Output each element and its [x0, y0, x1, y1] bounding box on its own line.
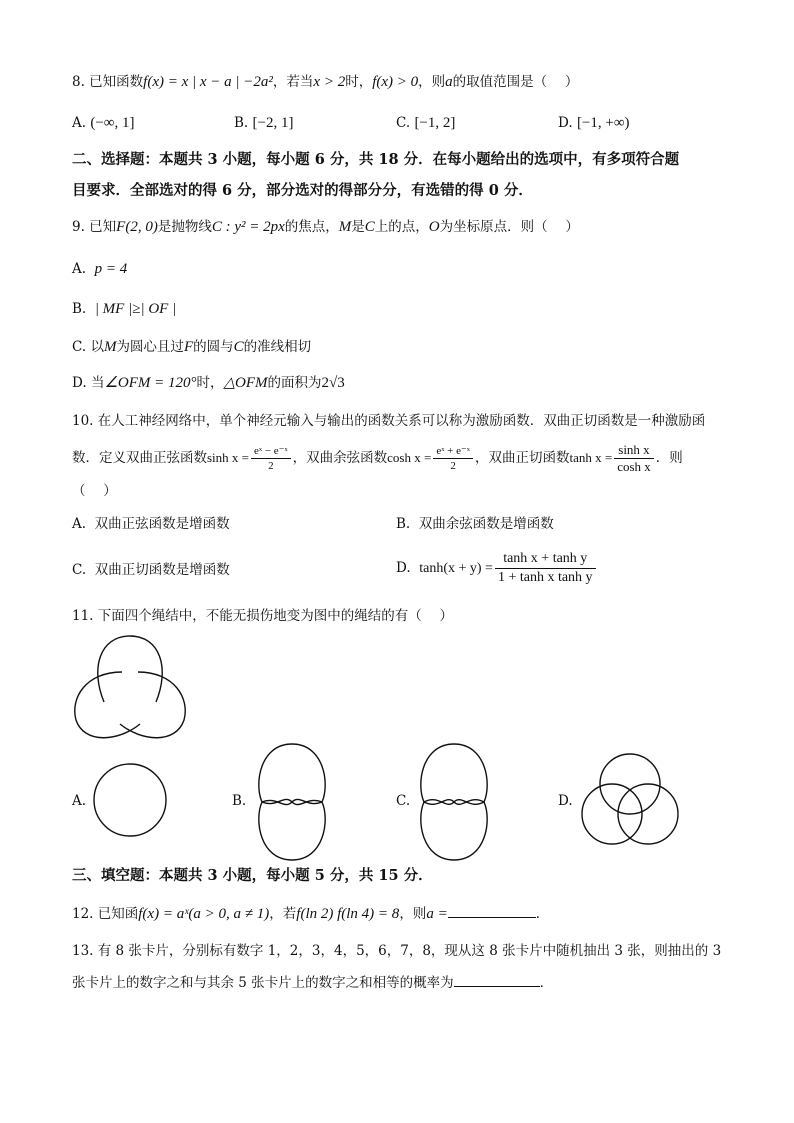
q10-option-a: A. 双曲正弦函数是增函数: [72, 516, 230, 532]
q8-cond: x > 2: [313, 74, 346, 90]
q8-var: a: [445, 74, 453, 90]
q10-stem-line3: （ ）: [72, 483, 117, 499]
q10-option-c: C. 双曲正切函数是增函数: [72, 562, 230, 578]
q9-option-b: B. | MF |≥| OF |: [72, 301, 177, 317]
q9-option-c: C. 以M为圆心且过F的圆与C的准线相切: [72, 339, 312, 355]
section2-heading-cont: 目要求．全部选对的得 6 分，部分选对的得部分分，有选错的得 0 分．: [72, 182, 533, 199]
q13-answer-blank[interactable]: [454, 972, 540, 987]
q13-stem-line1: 13. 有 8 张卡片，分别标有数字 1，2，3，4，5，6，7，8，现从这 8 张卡片中随机抽出 3 张，则抽出的 3: [72, 943, 722, 959]
knot-option-b-figure: [252, 738, 332, 866]
q8-stem: [72, 72, 578, 92]
q10-option-d: D. tanh(x + y) = $\frac{\text{tanh x + tanh y}}{\text{1 + tanh x tanh y}}$: [396, 548, 598, 589]
knot-option-a-circle: [90, 760, 170, 840]
q11-option-b-label: B.: [232, 793, 247, 809]
q9-stem: 9. 已知F(2, 0)是抛物线C : y² = 2px的焦点，M是C上的点，O为坐标原点．则（ ）: [72, 219, 579, 235]
q13-stem-line2: 张卡片上的数字之和与其余 5 张卡片上的数字之和相等的概率为 ．: [72, 972, 553, 993]
q8-option-a: A. (−∞, 1]: [72, 115, 135, 131]
q12-stem: 12. 已知函f(x) = aˣ(a > 0, a ≠ 1)，若f(ln 2) f(ln 4) = 8，则a = ．: [72, 903, 549, 924]
q11-stem: 11. 下面四个绳结中，不能无损伤地变为图中的绳结的有（ ）: [72, 608, 454, 624]
q12-answer-blank[interactable]: [448, 903, 536, 918]
q9-option-a: A. p = 4: [72, 261, 128, 277]
q8-cond2: f(x) > 0: [372, 74, 419, 90]
knot-option-c-figure: [414, 738, 494, 866]
section2-heading: 二、选择题：本题共 3 小题，每小题 6 分，共 18 分．在每小题给出的选项中，有多项符合题: [72, 151, 680, 168]
q10-stem-line1: 10. 在人工神经网络中，单个神经元输入与输出的函数关系可以称为激励函数．双曲正切函数是一种激励函: [72, 413, 706, 429]
q8-option-c: C. [−1, 2]: [396, 115, 456, 131]
q11-option-d-label: D.: [558, 793, 573, 809]
knot-option-d-figure: [578, 750, 682, 850]
section3-heading: 三、填空题：本题共 3 小题，每小题 5 分，共 15 分．: [72, 867, 433, 884]
trefoil-knot-figure: [60, 628, 200, 748]
q8-option-b: B. [−2, 1]: [234, 115, 294, 131]
q8-option-d: D. [−1, +∞): [558, 115, 630, 131]
q8-text: 的取值范围是（ ）: [452, 74, 579, 90]
q8-formula: f(x) = x | x − a | −2a²: [143, 74, 273, 90]
q10-stem-line2: 数．定义双曲正弦函数sinh x = $\frac{\text{eˣ − e⁻ˣ}}{2}$ ，双曲余弦函数cosh x = $\frac{\text{eˣ + e⁻ˣ}}{2}$ ，双曲正切函数tanh x = $\frac{\text{sinh x}}{\text{cosh x}}$ ．则: [72, 442, 683, 474]
q11-option-a-label: A.: [72, 793, 87, 809]
q8-text: ，若当: [272, 74, 314, 90]
q8-text: ，则: [418, 74, 446, 90]
q8-text: 8. 已知函数: [72, 74, 144, 90]
q10-option-b: B. 双曲余弦函数是增函数: [396, 516, 554, 532]
q9-option-d: D. 当∠OFM = 120°时，△OFM的面积为2√3: [72, 375, 345, 391]
q8-text: 时，: [345, 74, 373, 90]
q11-option-c-label: C.: [396, 793, 411, 809]
